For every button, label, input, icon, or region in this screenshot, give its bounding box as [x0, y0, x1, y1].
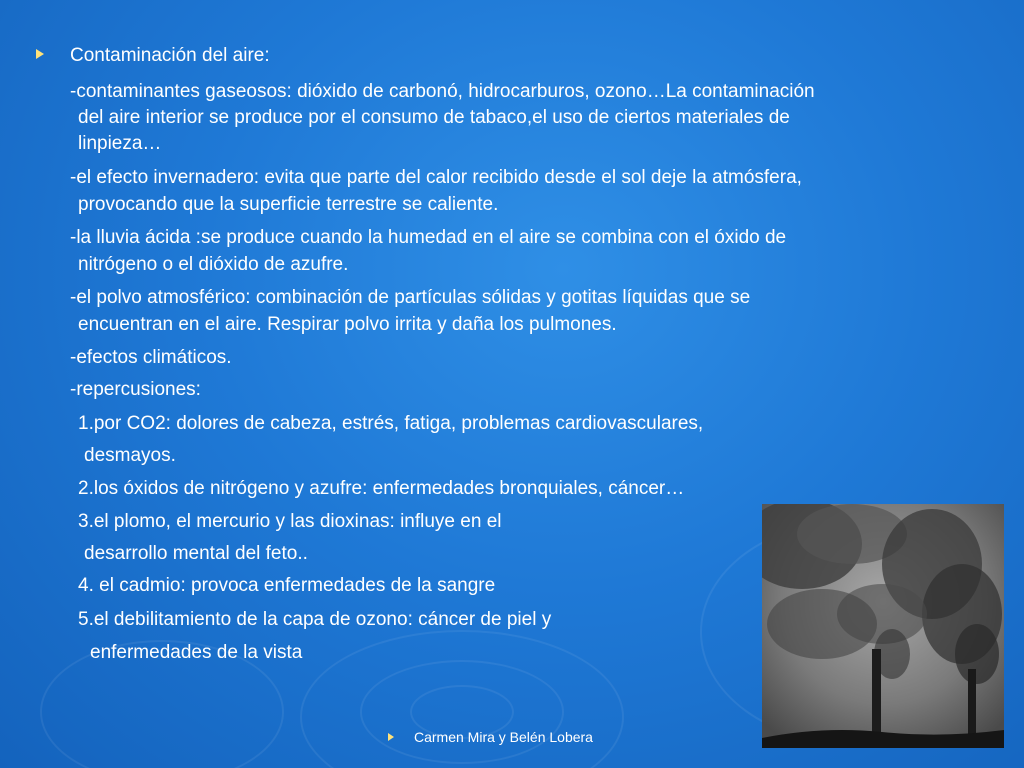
body-line: -repercusiones:: [70, 379, 201, 400]
body-line: nitrógeno o el dióxido de azufre.: [78, 254, 349, 275]
body-line: -el polvo atmosférico: combinación de partículas sólidas y gotitas líquidas que se: [70, 287, 751, 308]
body-line: linpieza…: [78, 133, 162, 154]
photo-illustration: [762, 504, 1004, 748]
body-line: 4. el cadmio: provoca enfermedades de la sangre: [78, 575, 496, 596]
slide-title-text: Contaminación del aire:: [70, 45, 270, 66]
body-line: 2.los óxidos de nitrógeno y azufre: enfermedades bronquiales, cáncer…: [78, 478, 685, 499]
arrow-bullet-icon: [36, 49, 44, 59]
factory-chimney-smoke-photo: [762, 504, 1004, 748]
body-line: 3.el plomo, el mercurio y las dioxinas: influye en el: [78, 511, 502, 532]
footer-text: Carmen Mira y Belén Lobera: [414, 729, 593, 745]
body-line: desarrollo mental del feto..: [84, 543, 308, 564]
body-line: provocando que la superficie terrestre se caliente.: [78, 194, 499, 215]
body-line: encuentran en el aire. Respirar polvo irrita y daña los pulmones.: [78, 314, 617, 335]
body-line: -efectos climáticos.: [70, 347, 232, 368]
body-line: -contaminantes gaseosos: dióxido de carbonó, hidrocarburos, ozono…La contaminación: [70, 81, 815, 102]
body-line: desmayos.: [84, 445, 176, 466]
arrow-bullet-icon: [388, 733, 394, 741]
body-line: enfermedades de la vista: [90, 642, 303, 663]
body-line: del aire interior se produce por el consumo de tabaco,el uso de ciertos materiales de: [78, 107, 790, 128]
body-line: 5.el debilitamiento de la capa de ozono: cáncer de piel y: [78, 609, 552, 630]
footer: [388, 728, 593, 746]
body-line: 1.por CO2: dolores de cabeza, estrés, fatiga, problemas cardiovasculares,: [78, 413, 704, 434]
body-line: -el efecto invernadero: evita que parte del calor recibido desde el sol deje la atmósfera,: [70, 167, 802, 188]
slide-title: [36, 44, 270, 68]
body-line: -la lluvia ácida :se produce cuando la humedad en el aire se combina con el óxido de: [70, 227, 787, 248]
